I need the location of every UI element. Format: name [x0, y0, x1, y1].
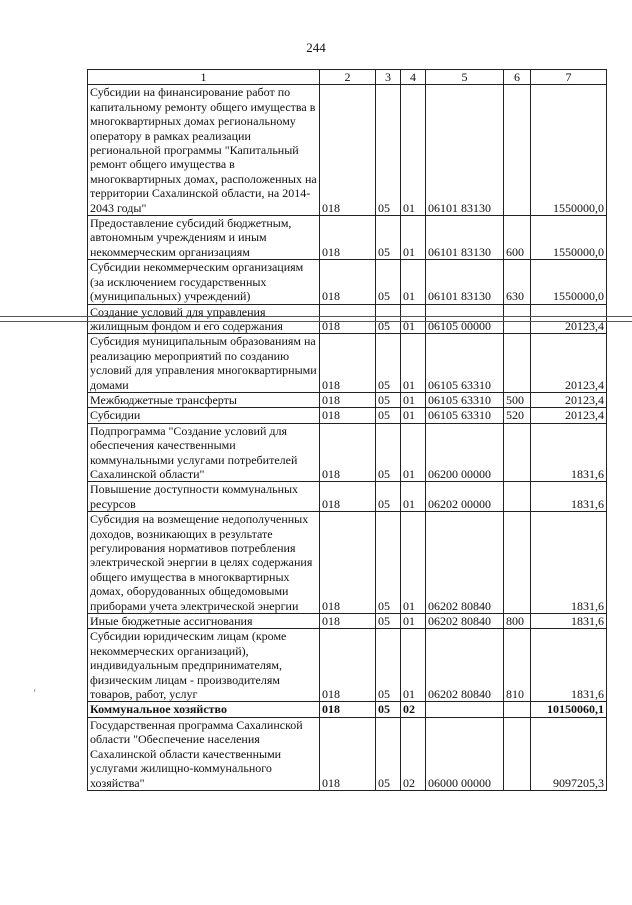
table-row: [88, 408, 607, 423]
section-cell: 05: [376, 392, 401, 407]
expense-type-cell: [504, 334, 531, 393]
target-article-cell: 06000 00000: [426, 717, 504, 790]
target-article-cell: 06105 63310: [426, 334, 504, 393]
table-row: [88, 304, 607, 334]
table-row: [88, 392, 607, 407]
expense-type-cell: [504, 423, 531, 482]
target-article-cell: 06101 83130: [426, 216, 504, 260]
subsection-cell: 01: [401, 334, 426, 393]
amount-cell: 1550000,0: [531, 260, 607, 304]
grbs-code-cell: 018: [320, 614, 376, 629]
target-article-cell: 06105 00000: [426, 304, 504, 334]
header-cell: 3: [376, 70, 401, 85]
header-cell: 2: [320, 70, 376, 85]
row-name-cell: Субсидия муниципальным образованиям на реализацию мероприятий по созданию условий для управления многоквартирными домами: [88, 334, 320, 393]
grbs-code-cell: 018: [320, 717, 376, 790]
section-cell: 05: [376, 334, 401, 393]
grbs-code-cell: 018: [320, 482, 376, 512]
row-name-cell: Субсидия на возмещение недополученных доходов, возникающих в результате регулирования нормативов потребления электрической энергии в целях содержания общего имущества в многоквартирных домах, оборудованных общедомовыми приборами учета электрической энергии: [88, 512, 320, 614]
subsection-cell: 01: [401, 408, 426, 423]
amount-cell: 1831,6: [531, 423, 607, 482]
target-article-cell: 06105 63310: [426, 408, 504, 423]
table-row: [88, 423, 607, 482]
section-cell: 05: [376, 216, 401, 260]
expense-type-cell: [504, 717, 531, 790]
target-article-cell: [426, 702, 504, 717]
target-article-cell: 06200 00000: [426, 423, 504, 482]
header-cell: 6: [504, 70, 531, 85]
grbs-code-cell: 018: [320, 304, 376, 334]
section-cell: 05: [376, 512, 401, 614]
section-cell: 05: [376, 408, 401, 423]
expense-type-cell: [504, 482, 531, 512]
row-name-cell: Предоставление субсидий бюджетным, автономным учреждениям и иным некоммерческим организациям: [88, 216, 320, 260]
grbs-code-cell: 018: [320, 408, 376, 423]
row-name-cell: Повышение доступности коммунальных ресурсов: [88, 482, 320, 512]
expense-type-cell: [504, 304, 531, 334]
table-row: [88, 512, 607, 614]
table-row: [88, 334, 607, 393]
amount-cell: 1831,6: [531, 614, 607, 629]
row-name-cell: Подпрограмма "Создание условий для обеспечения качественными коммунальными услугами потребителей Сахалинской области": [88, 423, 320, 482]
amount-cell: 10150060,1: [531, 702, 607, 717]
target-article-cell: 06202 80840: [426, 629, 504, 702]
row-name-cell: Создание условий для управления жилищным фондом и его содержания: [88, 304, 320, 334]
amount-cell: 1831,6: [531, 482, 607, 512]
subsection-cell: 01: [401, 512, 426, 614]
amount-cell: 20123,4: [531, 334, 607, 393]
subsection-cell: 01: [401, 614, 426, 629]
expense-type-cell: 500: [504, 392, 531, 407]
subsection-cell: 01: [401, 85, 426, 216]
header-cell: 4: [401, 70, 426, 85]
target-article-cell: 06101 83130: [426, 260, 504, 304]
table-row: [88, 260, 607, 304]
grbs-code-cell: 018: [320, 423, 376, 482]
header-cell: 5: [426, 70, 504, 85]
grbs-code-cell: 018: [320, 702, 376, 717]
amount-cell: 1550000,0: [531, 85, 607, 216]
section-cell: 05: [376, 304, 401, 334]
row-name-cell: Государственная программа Сахалинской области "Обеспечение населения Сахалинской области качественными услугами жилищно-коммунального хозяйства": [88, 717, 320, 790]
table-row: [88, 85, 607, 216]
expense-type-cell: [504, 512, 531, 614]
target-article-cell: 06105 63310: [426, 392, 504, 407]
expense-type-cell: [504, 702, 531, 717]
amount-cell: 20123,4: [531, 304, 607, 334]
scan-artifact-line: [0, 316, 632, 317]
section-cell: 05: [376, 614, 401, 629]
amount-cell: 20123,4: [531, 408, 607, 423]
row-name-cell: Субсидии некоммерческим организациям (за исключением государственных (муниципальных) учреждений): [88, 260, 320, 304]
target-article-cell: 06202 00000: [426, 482, 504, 512]
table-row: [88, 629, 607, 702]
section-cell: 05: [376, 702, 401, 717]
section-cell: 05: [376, 717, 401, 790]
row-name-cell: Субсидии на финансирование работ по капитальному ремонту общего имущества в многоквартирных домах региональному оператору в рамках реализации региональной программы "Капитальный ремонт общего имущества в многоквартирных домах, расположенных на территории Сахалинской области, на 2014-2043 годы": [88, 85, 320, 216]
grbs-code-cell: 018: [320, 85, 376, 216]
grbs-code-cell: 018: [320, 216, 376, 260]
table-row: [88, 614, 607, 629]
target-article-cell: 06202 80840: [426, 512, 504, 614]
expense-type-cell: 810: [504, 629, 531, 702]
subsection-cell: 01: [401, 260, 426, 304]
target-article-cell: 06202 80840: [426, 614, 504, 629]
expense-type-cell: [504, 85, 531, 216]
subsection-cell: 02: [401, 702, 426, 717]
budget-table: [87, 69, 607, 791]
subsection-cell: 01: [401, 629, 426, 702]
row-name-cell: Коммунальное хозяйство: [88, 702, 320, 717]
target-article-cell: 06101 83130: [426, 85, 504, 216]
section-cell: 05: [376, 482, 401, 512]
amount-cell: 1831,6: [531, 629, 607, 702]
subsection-cell: 01: [401, 216, 426, 260]
page-number: 244: [306, 40, 326, 55]
subsection-cell: 01: [401, 304, 426, 334]
table-header-row: [88, 70, 607, 85]
table-row: [88, 702, 607, 717]
expense-type-cell: 800: [504, 614, 531, 629]
scan-speck: ‘: [33, 688, 37, 699]
grbs-code-cell: 018: [320, 512, 376, 614]
expense-type-cell: 630: [504, 260, 531, 304]
amount-cell: 1550000,0: [531, 216, 607, 260]
row-name-cell: Субсидии юридическим лицам (кроме некоммерческих организаций), индивидуальным предпринимателям, физическим лицам - производителям товаров, работ, услуг: [88, 629, 320, 702]
section-cell: 05: [376, 629, 401, 702]
grbs-code-cell: 018: [320, 334, 376, 393]
grbs-code-cell: 018: [320, 260, 376, 304]
expense-type-cell: 600: [504, 216, 531, 260]
header-cell: 7: [531, 70, 607, 85]
row-name-cell: Субсидии: [88, 408, 320, 423]
table-row: [88, 216, 607, 260]
expense-type-cell: 520: [504, 408, 531, 423]
amount-cell: 1831,6: [531, 512, 607, 614]
row-name-cell: Межбюджетные трансферты: [88, 392, 320, 407]
amount-cell: 9097205,3: [531, 717, 607, 790]
subsection-cell: 01: [401, 482, 426, 512]
amount-cell: 20123,4: [531, 392, 607, 407]
row-name-cell: Иные бюджетные ассигнования: [88, 614, 320, 629]
table-row: [88, 482, 607, 512]
section-cell: 05: [376, 260, 401, 304]
scan-artifact-line: [0, 321, 632, 322]
header-cell: 1: [88, 70, 320, 85]
grbs-code-cell: 018: [320, 629, 376, 702]
table-row: [88, 717, 607, 790]
subsection-cell: 01: [401, 392, 426, 407]
section-cell: 05: [376, 85, 401, 216]
subsection-cell: 02: [401, 717, 426, 790]
section-cell: 05: [376, 423, 401, 482]
grbs-code-cell: 018: [320, 392, 376, 407]
subsection-cell: 01: [401, 423, 426, 482]
